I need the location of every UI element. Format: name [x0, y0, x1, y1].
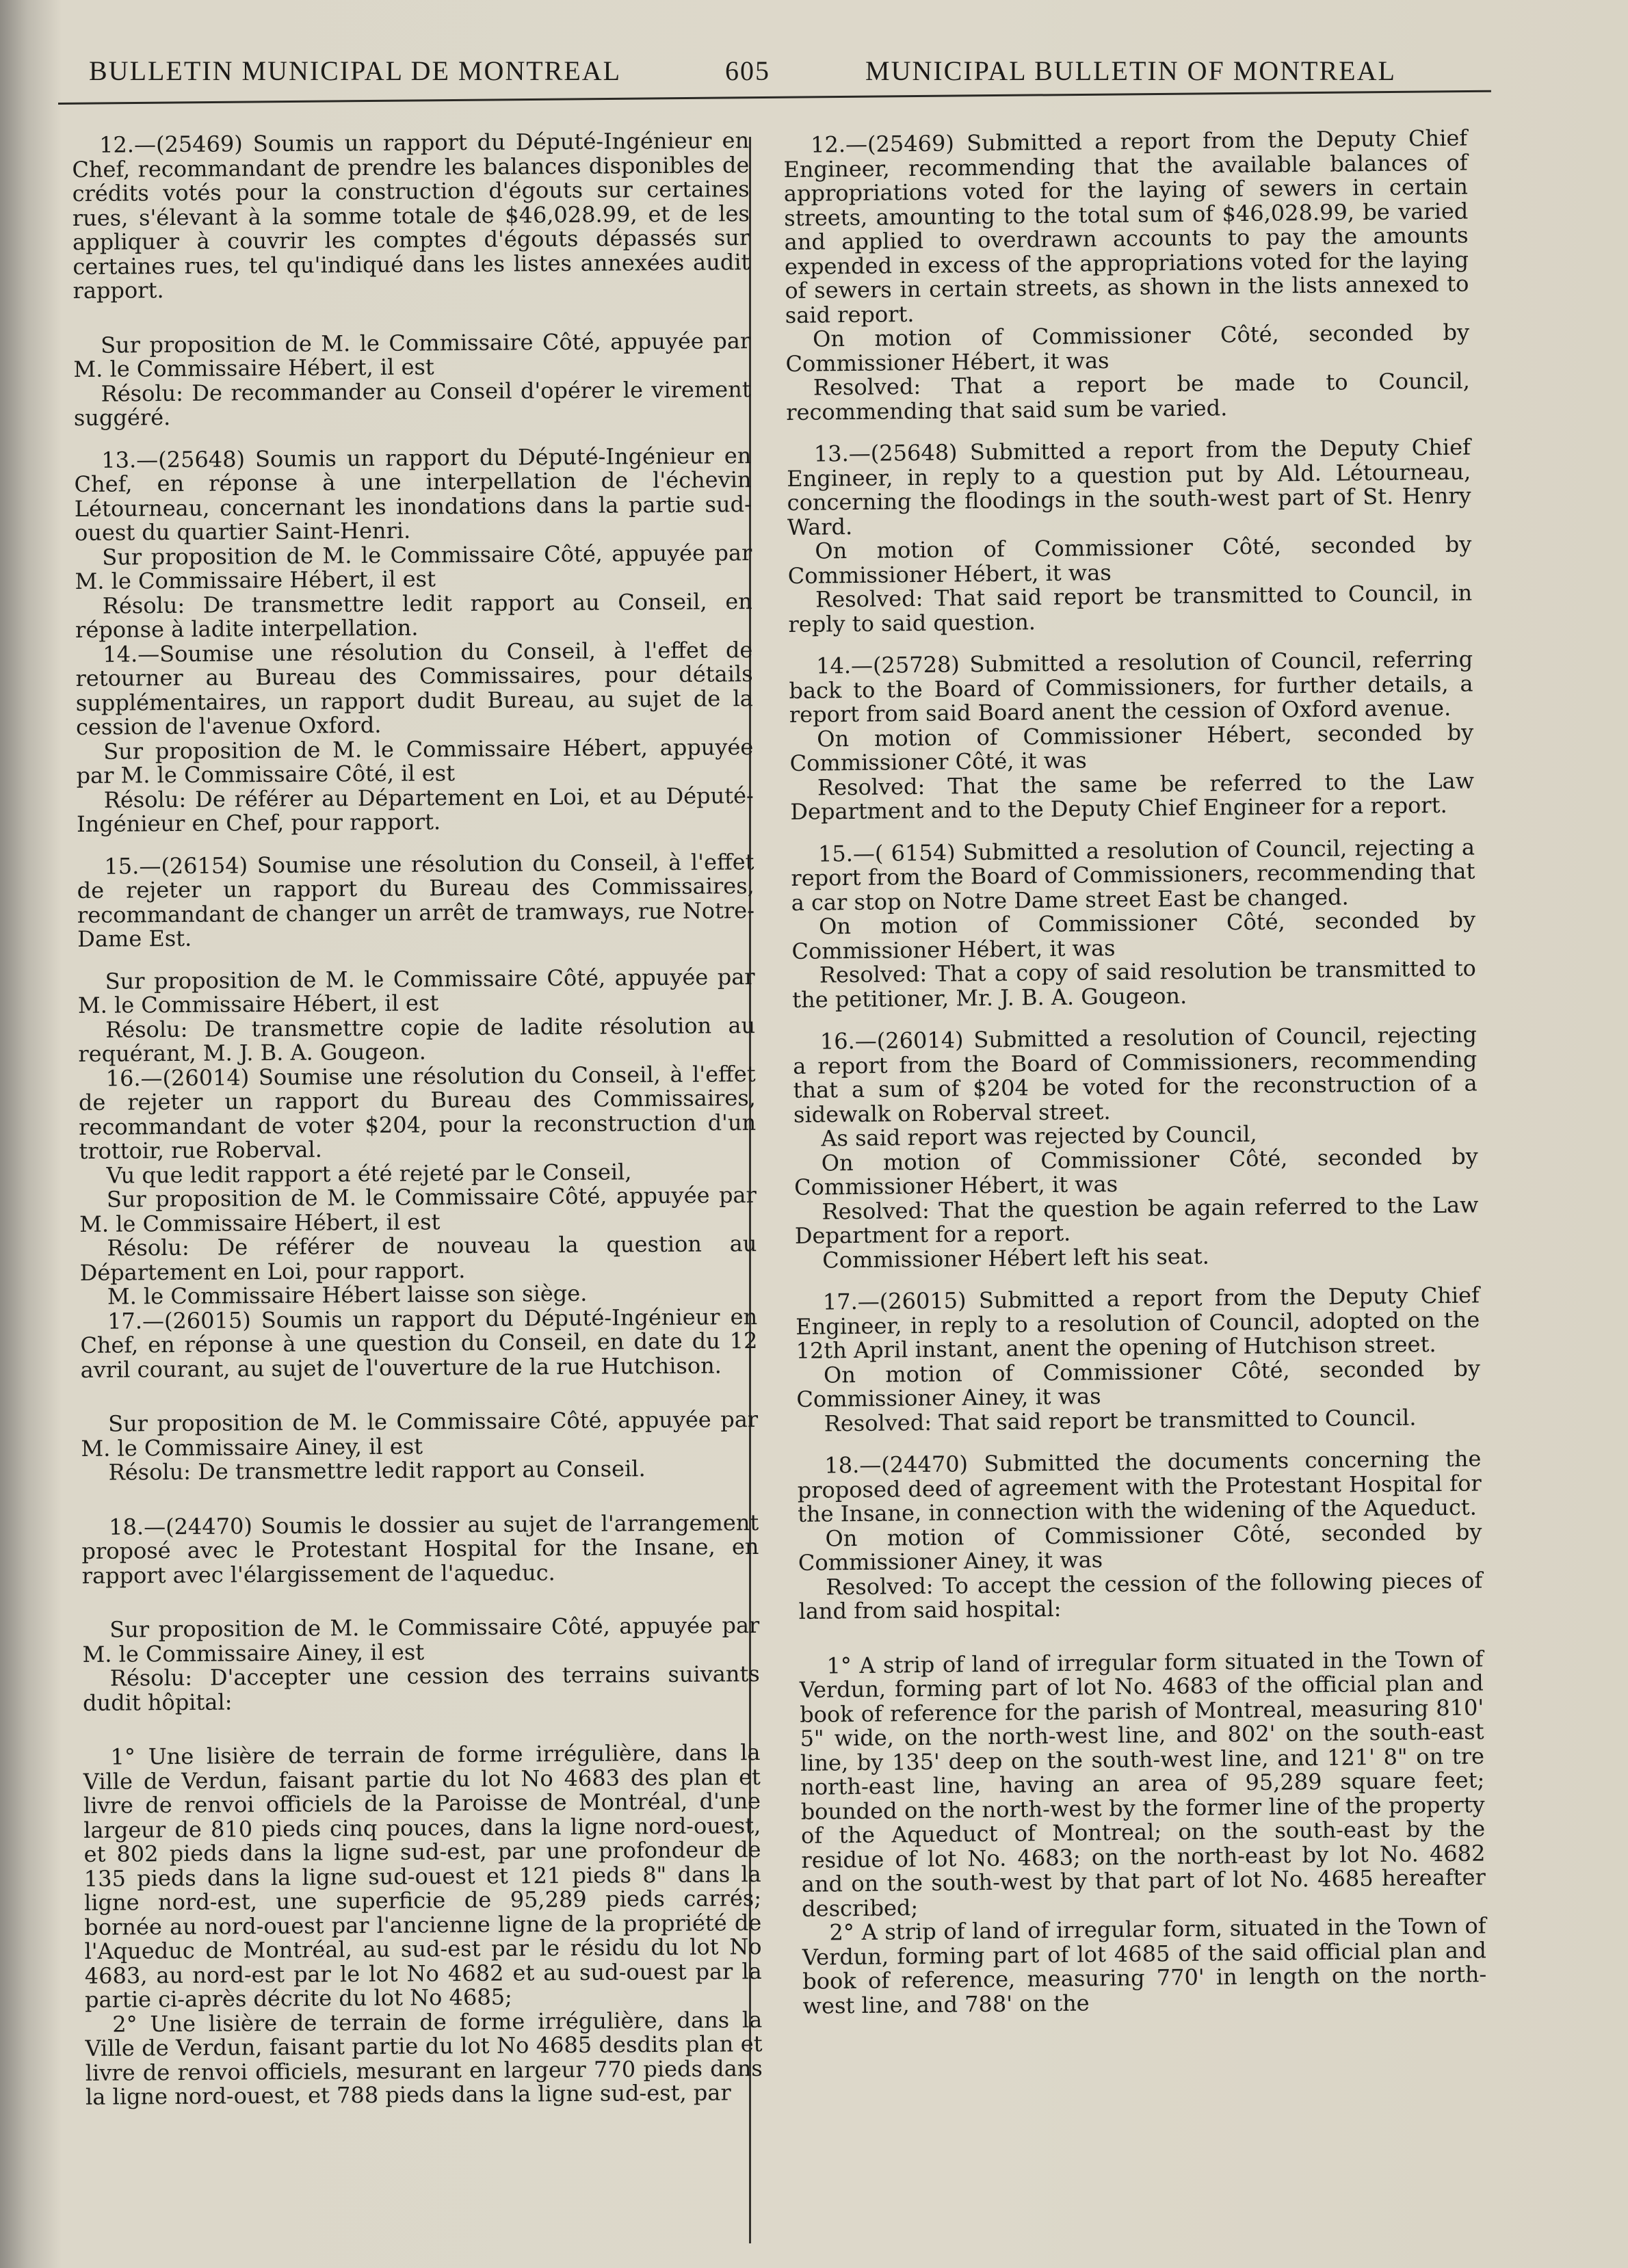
paragraph: Sur proposition de M. le Commissaire Côté, appuyée par M. le Commissaire Hébert, il est — [73, 327, 751, 382]
page-number: 605 — [725, 55, 770, 86]
paragraph: Sur proposition de M. le Commissaire Côté, appuyée par M. le Commissaire Hébert, il est — [75, 539, 752, 594]
paragraph: Résolu: De transmettre ledit rapport au Conseil. — [108, 1455, 646, 1486]
paragraph: Sur proposition de M. le Commissaire Côté, appuyée par M. le Commissaire Ainey, il est — [82, 1612, 760, 1667]
paragraph: 12.—(25469) Soumis un rapport du Député-Ingénieur en Chef, recommandant de prendre les balances disponibles de crédits votés pour la construction d'égouts sur certaines rues, s'élevant à la somme totale de $46,028.99, et de les appliquer à couvrir les comptes d'égouts dépassés sur certaines rues, tel qu'indiqué dans les listes annexées audit rapport. — [72, 127, 750, 304]
paragraph: Commissioner Hébert left his seat. — [822, 1243, 1209, 1273]
paragraph: Resolved: That the question be again referred to the Law Department for a report. — [794, 1191, 1479, 1249]
paragraph: On motion of Commissioner Côté, seconded by Commissioner Ainey, it was — [798, 1518, 1482, 1576]
paragraph: On motion of Commissioner Côté, seconded by Commissioner Ainey, it was — [796, 1354, 1481, 1412]
paragraph: Résolu: De référer au Département en Loi, et au Député-Ingénieur en Chef, pour rapport. — [76, 782, 754, 837]
paragraph: 14.—Soumise une résolution du Conseil, à l'effet de retourner au Bureau des Commissaires, pour détails supplémentaires, un rapport dudit Bureau, au sujet de la cession de l'avenue Oxford. — [75, 636, 753, 740]
paragraph: On motion of Commissioner Côté, seconded by Commissioner Hébert, it was — [791, 906, 1476, 964]
paragraph: Résolu: De référer de nouveau la question au Département en Loi, pour rapport. — [79, 1230, 757, 1286]
paragraph: 15.—( 6154) Submitted a resolution of Council, rejecting a report from the Board of Commissioners, recommending that a car stop on Notre Dame street East be changed. — [791, 833, 1475, 916]
paragraph: Résolu: D'accepter une cession des terrains suivants dudit hôpital: — [82, 1661, 760, 1716]
paragraph: 16.—(26014) Soumise une résolution du Conseil, à l'effet de rejeter un rapport du Bureau des Commissaires, recommandant de voter $204, pour la reconstruction d'un trottoir, rue Roberval. — [78, 1060, 757, 1164]
paragraph: Resolved: That a report be made to Council, recommending that said sum be varied. — [786, 367, 1471, 425]
paragraph: 17.—(26015) Submitted a report from the Deputy Chief Engineer, in reply to a resolution of Council, adopted on the 12th April instant, anent the opening of Hutchison street. — [796, 1282, 1480, 1364]
paragraph: Sur proposition de M. le Commissaire Hébert, appuyée par M. le Commissaire Côté, il est — [76, 733, 754, 789]
paragraph: 2° Une lisière de terrain de forme irrégulière, dans la Ville de Verdun, faisant partie du lot No 4685 desdits plan et livre de renvoi officiels, mesurant en largeur 770 pieds dans la ligne nord-ouest, et 788 pieds dans la ligne sud-est, par — [85, 2006, 763, 2110]
paragraph: 18.—(24470) Submitted the documents concerning the proposed deed of agreement with the Protestant Hospital for the Insane, in connection with the widening of the Aqueduct. — [797, 1445, 1482, 1527]
paragraph: Sur proposition de M. le Commissaire Côté, appuyée par M. le Commissaire Ainey, il est — [81, 1406, 759, 1462]
header-left-title: BULLETIN MUNICIPAL DE MONTREAL — [89, 55, 622, 86]
paragraph: 18.—(24470) Soumis le dossier au sujet de l'arrangement proposé avec le Protestant Hospital for the Insane, en rapport avec l'élargissement de l'aqueduc. — [81, 1509, 759, 1589]
paragraph: 12.—(25469) Submitted a report from the Deputy Chief Engineer, recommending that the available balances of appropriations voted for the laying of sewers in certain streets, amounting to the total sum of $46,028.99, be varied and applied to overdrawn accounts to pay the amounts expended in excess of the appropriations voted for the laying of sewers in certain streets, as shown in the lists annexed to said report. — [783, 124, 1469, 328]
paragraph: 2° A strip of land of irregular form, situated in the Town of Verdun, forming part of lot 4685 of the said official plan and book of reference, measuring 770' in length on the north-west line, and 788' on the — [802, 1912, 1487, 2019]
paragraph: On motion of Commissioner Côté, seconded by Commissioner Hébert, it was — [785, 319, 1470, 377]
paragraph: Sur proposition de M. le Commissaire Côté, appuyée par M. le Commissaire Hébert, il est — [77, 963, 755, 1018]
paragraph: Resolved: That the same be referred to the Law Department and to the Deputy Chief Engineer for a report. — [790, 767, 1475, 825]
paragraph: 14.—(25728) Submitted a resolution of Council, referring back to the Board of Commissioners, for further details, a report from said Board anent the cession of Oxford avenue. — [789, 646, 1473, 728]
paragraph: On motion of Commissioner Côté, seconded by Commissioner Hébert, it was — [793, 1142, 1478, 1200]
paragraph: 13.—(25648) Soumis un rapport du Député-Ingénieur en Chef, en réponse à une interpellation de l'échevin Létourneau, concernant les inondations dans la partie sud-ouest du quartier Saint-Henri. — [74, 442, 752, 546]
english-column — [783, 124, 1487, 2019]
paragraph: 17.—(26015) Soumis un rapport du Député-Ingénieur en Chef, en réponse à une question du Conseil, en date du 12 avril courant, au sujet de l'ouverture de la rue Hutchison. — [80, 1303, 758, 1383]
paragraph: 13.—(25648) Submitted a report from the Deputy Chief Engineer, in reply to a question put by Ald. Létourneau, concerning the floodings in the south-west part of St. Henry Ward. — [787, 434, 1471, 540]
paragraph: Sur proposition de M. le Commissaire Côté, appuyée par M. le Commissaire Hébert, il est — [79, 1182, 757, 1237]
french-column — [72, 129, 763, 2109]
paragraph: Résolu: De transmettre ledit rapport au Conseil, en réponse à ladite interpellation. — [75, 588, 752, 643]
paragraph: 1° A strip of land of irregular form situated in the Town of Verdun, forming part of lot No. 4683 of the official plan and book of reference for the parish of Montreal, measuring 810' 5" wide, on the north-west line, and 802' on the south-east line, by 135' deep on the south-west line, and 121' 8" on tre north-east line, having an area of 95,289 square feet; bounded on the north-west by the former line of the property of the Aqueduct of Montreal; on the south-east by the residue of lot No. 4683; on the north-east by lot No. 4682 and on the south-west by that part of lot No. 4685 hereafter described; — [799, 1645, 1486, 1922]
paragraph: Resolved: To accept the cession of the following pieces of land from said hospital: — [798, 1566, 1483, 1624]
paragraph: M. le Commissaire Hébert laisse son siège. — [107, 1280, 588, 1310]
paragraph: 1° Une lisière de terrain de forme irrégulière, dans la Ville de Verdun, faisant partie du lot No 4683 des plan et livre de renvoi officiels de la Paroisse de Montréal, d'une largeur de 810 pieds cinq pouces, dans la ligne nord-ouest, et 802 pieds dans la ligne sud-est, par une profondeur de 135 pieds dans la ligne sud-ouest et 121 pieds 8" dans la ligne nord-est, une superficie de 95,289 pieds carrés; bornée au nord-ouest par l'ancienne ligne de la propriété de l'Aqueduc de Montréal, au sud-est par le résidu du lot No 4683, au nord-est par le lot No 4682 et au sud-ouest par la partie ci-après décrite du lot No 4685; — [83, 1739, 762, 2013]
paragraph: On motion of Commissioner Côté, seconded by Commissioner Hébert, it was — [787, 531, 1472, 589]
paragraph: Resolved: That a copy of said resolution be transmitted to the petitioner, Mr. J. B. A. Gougeon. — [792, 955, 1477, 1013]
paragraph: Résolu: De recommander au Conseil d'opérer le virement suggéré. — [73, 375, 751, 431]
paragraph: 16.—(26014) Submitted a resolution of Council, rejecting a report from the Board of Commissioners, recommending that a sum of $204 be voted for the reconstruction of a sidewalk on Roberval street. — [793, 1021, 1478, 1128]
paragraph: Resolved: That said report be transmitted to Council, in reply to said question. — [788, 579, 1473, 637]
paragraph: 15.—(26154) Soumise une résolution du Conseil, à l'effet de rejeter un rapport du Bureau des Commissaires, recommandant de changer un arrêt de tramways, rue Notre-Dame Est. — [77, 848, 755, 952]
paragraph: Vu que ledit rapport a été rejeté par le Conseil, — [106, 1158, 632, 1189]
paragraph: As said report was rejected by Council, — [821, 1120, 1257, 1152]
header-right-title: MUNICIPAL BULLETIN OF MONTREAL — [865, 55, 1396, 86]
paragraph: Résolu: De transmettre copie de ladite résolution au requérant, M. J. B. A. Gougeon. — [78, 1012, 756, 1067]
paragraph: Resolved: That said report be transmitted to Council. — [824, 1403, 1417, 1436]
paragraph: On motion of Commissioner Hébert, seconded by Commissioner Côté, it was — [789, 718, 1474, 776]
